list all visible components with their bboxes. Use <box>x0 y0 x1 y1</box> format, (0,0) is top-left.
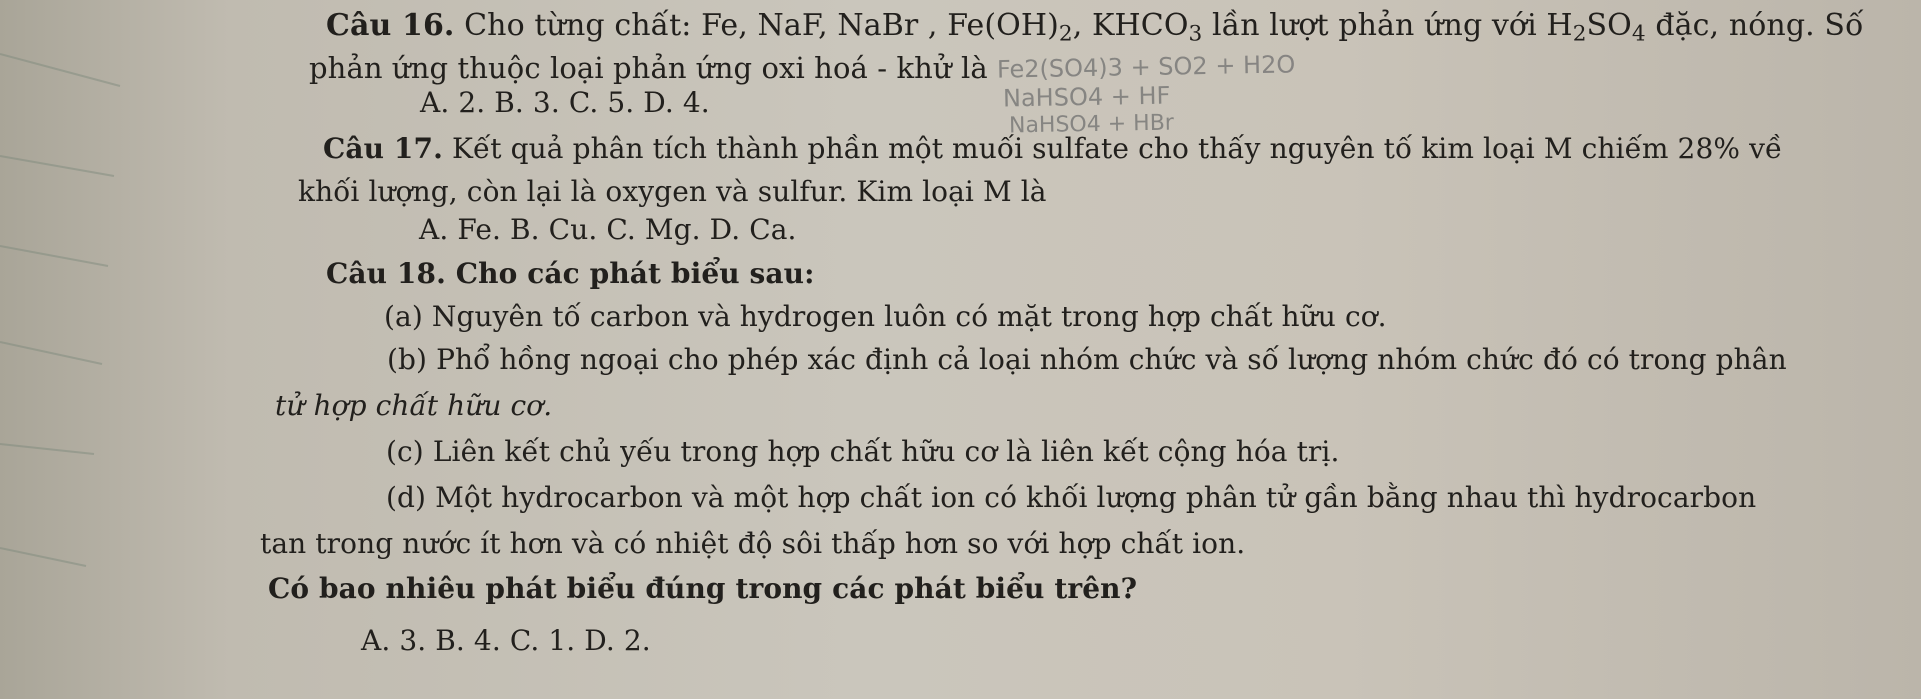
q18-options: A. 3. B. 4. C. 1. D. 2. <box>361 624 651 657</box>
statement-d-line-2: tan trong nước ít hơn và có nhiệt độ sôi thấp hơn so với hợp chất ion. <box>260 527 1246 560</box>
q17-options: A. Fe. B. Cu. C. Mg. D. Ca. <box>419 213 797 246</box>
q16-line-1 <box>326 9 1864 51</box>
statement-c: (c) Liên kết chủ yếu trong hợp chất hữu cơ là liên kết cộng hóa trị. <box>386 435 1340 468</box>
q16-sub-3: 2 <box>1572 21 1587 47</box>
q17-line-2: khối lượng, còn lại là oxygen và sulfur. Kim loại M là <box>298 175 1047 208</box>
q16-text-5: đặc, nóng. Số <box>1645 8 1864 43</box>
handwritten-note-3: NaHSO4 + HBr <box>1008 110 1175 139</box>
q17-text: Kết quả phân tích thành phần một muối sulfate cho thấy nguyên tố kim loại M chiếm 28% về <box>442 132 1783 165</box>
statement-a: (a) Nguyên tố carbon và hydrogen luôn có mặt trong hợp chất hữu cơ. <box>384 300 1387 333</box>
q16-text-2: , KHCO <box>1072 8 1189 43</box>
q18-question: Có bao nhiêu phát biểu đúng trong các phát biểu trên? <box>268 572 1138 605</box>
handwritten-note-1: Fe2(SO4)3 + SO2 + H2O <box>996 50 1296 84</box>
q18-line-1 <box>326 257 815 291</box>
q16-text-3: lần lượt phản ứng với H <box>1202 8 1573 43</box>
q18-label: Câu 18. <box>326 257 446 290</box>
q17-label: Câu 17. <box>323 132 443 165</box>
q16-sub-1: 2 <box>1058 21 1073 47</box>
handwritten-note-2: NaHSO4 + HF <box>1002 81 1171 113</box>
q16-sub-4: 4 <box>1631 21 1646 47</box>
statement-d-line-1: (d) Một hydrocarbon và một hợp chất ion có khối lượng phân tử gần bằng nhau thì hydrocarbon <box>386 481 1757 514</box>
q16-text-1: Cho từng chất: Fe, NaF, NaBr , Fe(OH) <box>454 8 1059 43</box>
q16-options: A. 2. B. 3. C. 5. D. 4. <box>420 86 710 119</box>
statement-b-line-1: (b) Phổ hồng ngoại cho phép xác định cả loại nhóm chức và số lượng nhóm chức đó có trong phân <box>387 343 1787 376</box>
statement-b-line-2: tử hợp chất hữu cơ. <box>275 389 553 422</box>
q16-line-2: phản ứng thuộc loại phản ứng oxi hoá - khử là <box>309 51 988 85</box>
q16-label: Câu 16. <box>326 8 455 43</box>
q18-text: Cho các phát biểu sau: <box>445 257 815 290</box>
q16-sub-2: 3 <box>1188 21 1203 47</box>
q16-text-4: SO <box>1586 8 1632 43</box>
